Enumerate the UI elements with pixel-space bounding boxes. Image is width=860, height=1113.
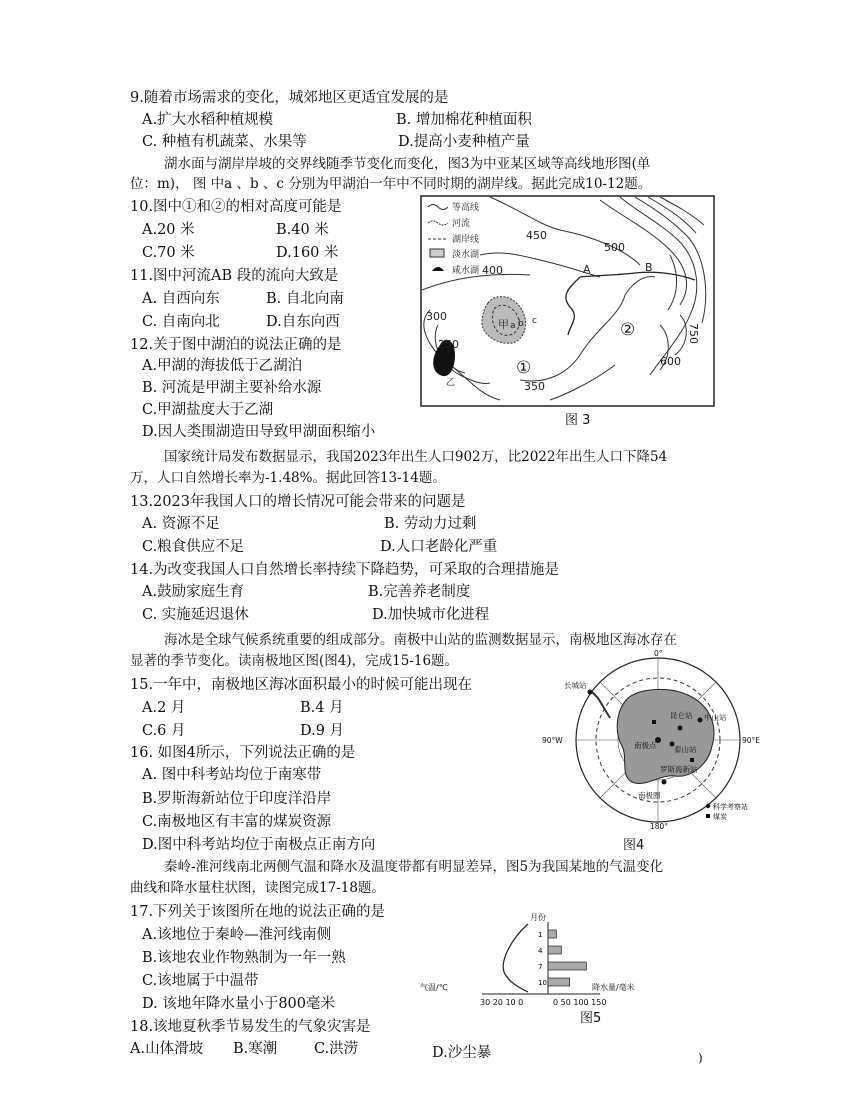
- figure-4-antarctica-map: [540, 648, 780, 830]
- q15-option-d: D.9 月: [300, 723, 345, 739]
- intro-17-line2: 曲线和降水量柱状图，读图完成17-18题。: [130, 880, 385, 896]
- fig3-label-B: B: [645, 261, 653, 274]
- fig3-label-250: 250: [438, 338, 459, 351]
- q11-stem: 11.图中河流AB 段的流向大致是: [130, 268, 339, 284]
- q12-stem: 12.关于图中湖泊的说法正确的是: [130, 337, 342, 353]
- q10-option-a: A.20 米: [142, 222, 195, 238]
- q16-option-a: A. 图中科考站均位于南寒带: [142, 767, 322, 783]
- figure-3-caption: 图 3: [565, 413, 591, 428]
- q18-option-b: B.寒潮: [233, 1041, 278, 1057]
- figure-3-contour-map: [420, 195, 715, 407]
- stray-parenthesis: ): [698, 1051, 703, 1065]
- fig5-bar-month-1: [548, 930, 556, 938]
- fig4-label-changcheng: 长城站: [564, 681, 587, 690]
- fig3-label-750: 750: [687, 323, 700, 344]
- figure-4-caption: 图4: [623, 838, 645, 853]
- q18-stem: 18.该地夏秋季节易发生的气象灾害是: [130, 1019, 371, 1035]
- q14-stem: 14.为改变我国人口自然增长率持续下降趋势，可采取的合理措施是: [130, 562, 560, 578]
- fig3-label-500: 500: [604, 241, 625, 254]
- fig3-label-450: 450: [526, 229, 547, 242]
- fig4-label-nanjiquan: 南极圈: [638, 791, 661, 800]
- q11-option-a: A. 自西向东: [142, 291, 220, 307]
- fig4-label-90e: 90°E: [742, 736, 761, 745]
- fig5-precip-label: 降水量/毫米: [592, 983, 635, 992]
- intro-17-line1: 秦岭-淮河线南北两侧气温和降水及温度带都有明显差异，图5为我国某地的气温变化: [164, 859, 664, 875]
- q10-stem: 10.图中①和②的相对高度可能是: [130, 199, 342, 215]
- fig3-label-350: 350: [524, 380, 545, 393]
- q14-option-a: A.鼓励家庭生育: [142, 584, 245, 600]
- q16-stem: 16. 如图4所示，下列说法正确的是: [130, 745, 356, 761]
- fig5-bar-month-4: [548, 946, 561, 954]
- q12-option-c: C.甲湖盐度大于乙湖: [142, 402, 274, 418]
- q18-option-c: C.洪涝: [314, 1041, 359, 1057]
- q15-stem: 15.一年中，南极地区海冰面积最小的时候可能出现在: [130, 677, 473, 693]
- fig5-bar-month-10: [548, 978, 570, 986]
- intro-15-line1: 海冰是全球气候系统重要的组成部分。南极中山站的监测数据显示，南极地区海冰存在: [164, 632, 677, 648]
- q11-option-d: D.自东向西: [266, 314, 340, 330]
- fig5-month-tick-7: 7: [538, 963, 543, 971]
- q15-option-c: C.6 月: [142, 723, 186, 739]
- fig3-legend-river: 河流: [452, 219, 471, 229]
- q10-option-b: B.40 米: [276, 222, 329, 238]
- fig4-label-zhongshan: 中山站: [704, 713, 727, 722]
- fig4-label-180: 180°: [650, 822, 669, 830]
- figure-5-climate-chart: [420, 908, 690, 1008]
- intro-10-line1: 湖水面与湖岸岸坡的交界线随季节变化而变化，图3为中亚某区域等高线地形图(单: [164, 156, 651, 172]
- fig3-label-yi: 乙: [446, 378, 456, 388]
- intro-13-line2: 万，人口自然增长率为-1.48%。据此回答13-14题。: [130, 470, 446, 486]
- q10-option-d: D.160 米: [276, 245, 339, 261]
- fig5-month-tick-10: 10: [538, 979, 547, 987]
- figure-5-caption: 图5: [580, 1011, 602, 1026]
- q16-option-b: B.罗斯海新站位于印度洋沿岸: [142, 791, 332, 807]
- intro-13-line1: 国家统计局发布数据显示，我国2023年出生人口902万，比2022年出生人口下降54: [164, 449, 668, 465]
- fig3-label-jia: 甲: [498, 318, 509, 331]
- intro-10-line2: 位：m)， 图 中a 、b 、c 分别为甲湖泊一年中不同时期的湖岸线。据此完成10-12题。: [130, 176, 652, 192]
- fig3-label-b: b: [518, 319, 524, 329]
- q12-option-d: D.因人类围湖造田导致甲湖面积缩小: [142, 424, 376, 440]
- q13-option-c: C.粮食供应不足: [142, 539, 245, 555]
- fig3-legend-saltwater: 咸水湖: [452, 266, 480, 276]
- fig4-legend-station: 科学考察站: [713, 803, 748, 811]
- q15-option-b: B.4 月: [300, 700, 344, 716]
- q9-option-a: A.扩大水稻种植规模: [142, 112, 274, 128]
- fig3-label-a: a: [510, 321, 516, 331]
- q11-option-b: B. 自北向南: [266, 291, 344, 307]
- fig5-temp-ticks: 30 20 10 0: [480, 998, 524, 1007]
- fig4-label-kunlun: 昆仑站: [670, 711, 693, 720]
- q14-option-b: B.完善养老制度: [368, 584, 471, 600]
- q12-option-b: B. 河流是甲湖主要补给水源: [142, 380, 322, 396]
- fig3-marker-1: ①: [516, 358, 532, 378]
- fig4-legend-coal: 煤炭: [713, 813, 727, 821]
- q9-option-c: C. 种植有机蔬菜、水果等: [142, 134, 307, 150]
- q16-option-c: C.南极地区有丰富的煤炭资源: [142, 814, 332, 830]
- q17-option-a: A.该地位于秦岭—淮河线南侧: [142, 927, 332, 943]
- q13-option-a: A. 资源不足: [142, 516, 220, 532]
- fig3-legend-freshwater: 淡水湖: [452, 250, 480, 260]
- fig3-label-c: c: [532, 316, 537, 326]
- q16-option-d: D.图中科考站均位于南极点正南方向: [142, 837, 376, 853]
- fig4-label-nanjidian: 南极点: [634, 741, 657, 750]
- fig3-label-A: A: [583, 263, 591, 276]
- fig3-legend-contour: 等高线: [452, 203, 480, 213]
- q18-option-a: A.山体滑坡: [130, 1041, 204, 1057]
- fig5-month-tick-4: 4: [538, 947, 543, 955]
- q17-option-b: B.该地农业作物熟制为一年一熟: [142, 950, 346, 966]
- q17-option-d: D. 该地年降水量小于800毫米: [142, 996, 336, 1012]
- fig3-label-400: 400: [482, 264, 503, 277]
- q18-option-d: D.沙尘暴: [432, 1045, 492, 1061]
- q11-option-c: C. 自南向北: [142, 314, 220, 330]
- q17-option-c: C.该地属于中温带: [142, 973, 259, 989]
- q15-option-a: A.2 月: [142, 700, 186, 716]
- fig5-precip-ticks: 0 50 100 150: [553, 998, 607, 1007]
- q13-option-d: D.人口老龄化严重: [380, 539, 498, 555]
- fig3-label-300: 300: [426, 310, 447, 323]
- fig5-month-tick-1: 1: [538, 931, 543, 939]
- q9-option-b: B. 增加棉花种植面积: [396, 112, 532, 128]
- q9-stem: 9.随着市场需求的变化，城郊地区更适宜发展的是: [130, 90, 449, 106]
- fig4-label-90w: 90°W: [542, 736, 563, 745]
- q10-option-c: C.70 米: [142, 245, 195, 261]
- q9-option-d: D.提高小麦种植产量: [398, 134, 530, 150]
- fig5-month-label: 月份: [530, 913, 546, 922]
- q14-option-c: C. 实施延迟退休: [142, 607, 249, 623]
- fig5-bar-month-7: [548, 962, 586, 970]
- fig3-marker-2: ②: [620, 320, 636, 340]
- fig4-label-luosi: 罗斯海新站: [660, 765, 698, 774]
- fig4-label-0: 0°: [654, 649, 663, 658]
- q13-option-b: B. 劳动力过剩: [384, 516, 477, 532]
- q13-stem: 13.2023年我国人口的增长情况可能会带来的问题是: [130, 494, 466, 510]
- fig3-label-600: 600: [660, 355, 681, 368]
- q14-option-d: D.加快城市化进程: [372, 607, 490, 623]
- fig3-legend-shoreline: 湖岸线: [452, 235, 480, 245]
- intro-15-line2: 显著的季节变化。读南极地区图(图4)，完成15-16题。: [130, 653, 459, 669]
- fig4-label-taishan: 泰山站: [674, 745, 697, 754]
- q17-stem: 17.下列关于该图所在地的说法正确的是: [130, 904, 386, 920]
- q12-option-a: A.甲湖的海拔低于乙湖泊: [142, 358, 303, 374]
- fig5-temp-label: 气温/℃: [420, 983, 448, 992]
